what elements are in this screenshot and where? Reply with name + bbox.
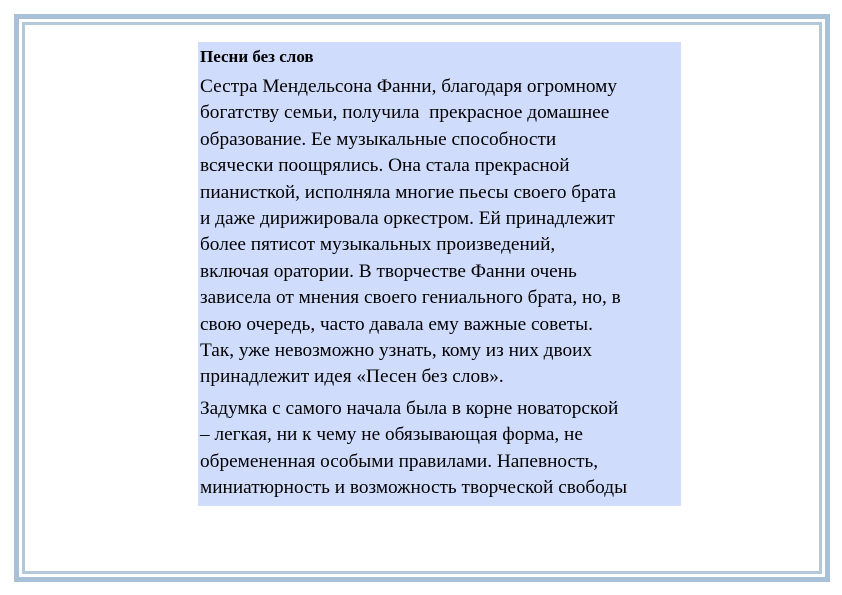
text-line: свою очередь, часто давала ему важные советы. [200, 313, 593, 335]
text-line: миниатюрность и возможность творческой свободы [200, 477, 628, 499]
text-line: – легкая, ни к чему не обязывающая форма, не [200, 424, 583, 446]
paragraph-1 [200, 74, 681, 391]
slide-title: Песни без слов [200, 47, 314, 66]
text-line: богатству семьи, получила прекрасное домашнее [200, 102, 610, 124]
paragraph-2 [200, 396, 681, 502]
text-line: обремененная особыми правилами. Напевность, [200, 450, 599, 472]
text-line: всячески поощрялись. Она стала прекрасной [200, 155, 570, 177]
text-line: и даже дирижировала оркестром. Ей принадлежит [200, 208, 615, 230]
text-line: Сестра Мендельсона Фанни, благодаря огромному [200, 76, 618, 97]
text-line: пианисткой, исполняла многие пьесы своего брата [200, 181, 617, 203]
text-line: зависела от мнения своего гениального брата, но, в [200, 287, 621, 309]
text-line: Так, уже невозможно узнать, кому из них двоих [200, 340, 593, 362]
text-line: Задумка с самого начала была в корне новаторской [200, 397, 619, 419]
text-line: более пятисот музыкальных произведений, [200, 234, 556, 256]
text-line: включая оратории. В творчестве Фанни очень [200, 260, 577, 282]
text-box [198, 42, 681, 506]
text-line: образование. Ее музыкальные способности [200, 128, 557, 150]
text-line: принадлежит идея «Песен без слов». [200, 366, 504, 388]
